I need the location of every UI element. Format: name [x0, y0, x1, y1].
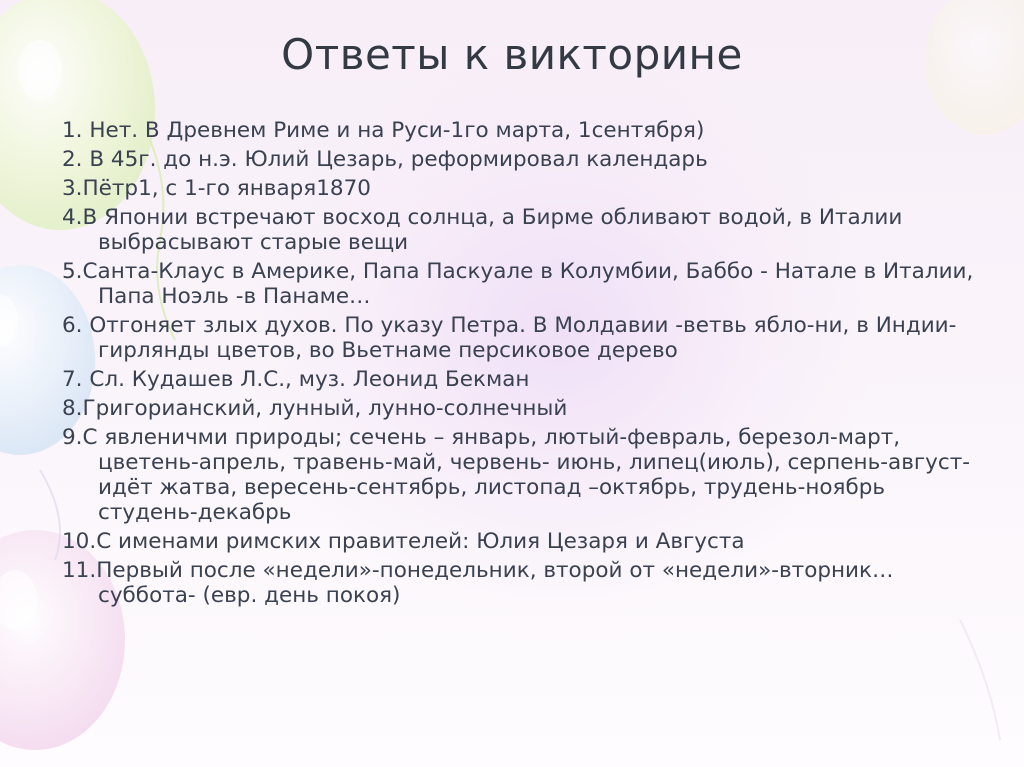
slide-title: Ответы к викторине	[281, 30, 743, 79]
answer-item-5: 5.Санта-Клаус в Америке, Папа Паскуале в Колумбии, Баббо - Натале в Италии, Папа Ноэль -в Панаме…	[62, 259, 974, 309]
answer-item-8: 8.Григорианский, лунный, лунно-солнечный	[62, 396, 568, 421]
answer-item-11: 11.Первый после «недели»-понедельник, второй от «недели»-вторник… суббота- (евр. день покоя)	[62, 558, 894, 608]
answers-list	[62, 118, 982, 612]
answer-item-3: 3.Пётр1, с 1-го января1870	[62, 176, 371, 201]
answer-item-7: 7. Сл. Кудашев Л.С., муз. Леонид Бекман	[62, 367, 530, 392]
answer-item-9: 9.С явленичми природы; сечень – январь, лютый-февраль, березол-март, цветень-апрель, травень-май, червень- июнь, липец(июль), серпень-август- идёт жатва, вересень-сентябрь, листопад –октябрь, трудень-ноябрь студень-декабрь	[62, 425, 970, 525]
answer-item-4: 4.В Японии встречают восход солнца, а Бирме обливают водой, в Италии выбрасывают старые вещи	[62, 205, 903, 255]
answer-item-10: 10.С именами римских правителей: Юлия Цезаря и Августа	[62, 529, 745, 554]
answer-item-1: 1. Нет. В Древнем Риме и на Руси-1го марта, 1сентября)	[62, 118, 705, 143]
answer-item-6: 6. Отгоняет злых духов. По указу Петра. В Молдавии -ветвь ябло-ни, в Индии- гирлянды цветов, во Вьетнаме персиковое дерево	[62, 313, 957, 363]
answer-item-2: 2. В 45г. до н.э. Юлий Цезарь, реформировал календарь	[62, 147, 708, 172]
